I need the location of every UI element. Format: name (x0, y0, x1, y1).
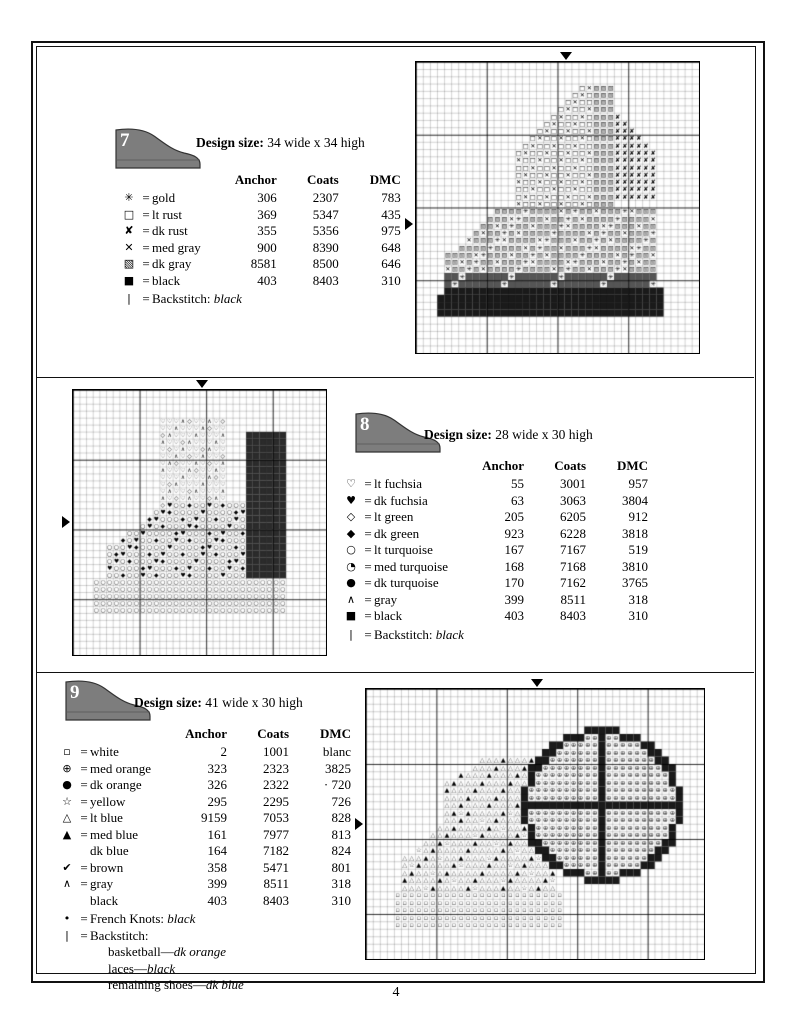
legend-anchor: 900 (257, 239, 277, 255)
note-text (152, 289, 401, 308)
legend-row: ♥ = dk fuchsia 63 3063 3804 (340, 493, 648, 510)
legend-symbol: ◆ (346, 526, 356, 540)
legend-color-name: med gray (152, 239, 201, 255)
legend-color-name: lt green (374, 509, 414, 524)
legend-row: ♡ = lt fuchsia 55 3001 957 (340, 476, 648, 493)
legend-color-name: med turquoise (374, 558, 449, 574)
legend-symbol: ✘ (124, 224, 134, 237)
legend-color-name: dk green (374, 525, 420, 541)
legend-coats: 2323 (263, 760, 290, 776)
legend-row: ∧ = gray 399 8511 318 (340, 592, 648, 609)
legend-row: □ = lt rust 369 5347 435 (118, 207, 401, 224)
header-dmc: DMC (369, 172, 401, 187)
legend-symbol: ▧ (123, 257, 135, 270)
legend-color-name: black (90, 892, 119, 908)
legend-coats: 6228 (560, 525, 587, 541)
legend-anchor: 168 (504, 558, 525, 574)
legend-row: ◆ = dk green 923 6228 3818 (340, 526, 648, 543)
legend-coats: 3063 (560, 492, 587, 508)
chart-9 (365, 688, 705, 960)
legend-anchor: 923 (504, 525, 525, 541)
legend-header-row (118, 172, 401, 190)
legend-anchor: 164 (207, 843, 228, 858)
legend-coats: 7182 (263, 843, 290, 858)
legend-coats: 7053 (263, 810, 290, 825)
legend-anchor: 403 (504, 608, 525, 623)
legend-symbol: ♥ (346, 493, 356, 507)
legend-row: ☆ = yellow 295 2295 726 (56, 794, 351, 811)
legend-color-name: dk turquoise (374, 575, 439, 590)
legend-dmc: 828 (331, 810, 352, 825)
note-text (90, 961, 351, 978)
legend-symbol: □ (123, 207, 135, 221)
legend-row: ▲ = med blue 161 7977 813 (56, 827, 351, 844)
legend-color-name: black (152, 272, 181, 288)
legend-anchor: 369 (257, 206, 277, 222)
legend-coats: 5471 (263, 859, 290, 875)
design-size-value: 34 wide x 34 high (267, 135, 365, 150)
legend-symbol: ● (62, 778, 72, 791)
legend-color-name: lt turquoise (374, 542, 433, 557)
badge-7 (110, 126, 206, 172)
legend-note-row: | = Backstitch: black (340, 625, 648, 644)
legend-coats: 2307 (312, 190, 339, 205)
legend-anchor: 326 (207, 777, 228, 792)
legend-symbol: ✔ (62, 860, 72, 874)
badge-number: 8 (360, 414, 370, 435)
legend-anchor: 306 (257, 190, 277, 205)
legend-anchor: 403 (207, 892, 228, 908)
note-symbol: | (65, 928, 69, 942)
legend-anchor: 55 (511, 476, 525, 491)
legend-dmc: 801 (331, 859, 352, 875)
note-text (90, 944, 351, 961)
legend-coats: 6205 (560, 509, 587, 524)
legend-color-name: gold (152, 190, 176, 205)
legend-dmc: 3810 (622, 558, 649, 574)
legend-coats: 1001 (263, 744, 290, 759)
note-text (374, 625, 648, 644)
legend-row: ■ = black 403 8403 310 (340, 608, 648, 625)
legend-row: ✕ = med gray 900 8390 648 (118, 240, 401, 257)
legend-dmc: 318 (331, 876, 352, 891)
note-text (90, 928, 351, 945)
legend-dmc: 648 (381, 239, 401, 255)
legend-color-name: black (374, 608, 403, 623)
legend-color-name: dk rust (152, 223, 188, 238)
header-coats: Coats (257, 726, 290, 741)
note-text (90, 909, 351, 928)
legend-coats: 8403 (263, 892, 290, 908)
legend-row: ✘ = dk rust 355 5356 975 (118, 223, 401, 240)
legend-coats: 7977 (263, 826, 290, 842)
note-label: remaining shoes— (108, 977, 206, 992)
legend-dmc: 957 (628, 476, 649, 491)
legend-symbol: ■ (123, 273, 135, 287)
legend-anchor: 2 (220, 744, 228, 759)
chart-8-left-arrow (62, 516, 70, 528)
note-value: black (213, 291, 242, 306)
legend-anchor: 399 (207, 876, 228, 891)
legend-row: ● = dk orange 326 2322 · 720 (56, 777, 351, 794)
legend-note-row (56, 944, 351, 961)
legend-coats: 8511 (560, 591, 587, 607)
legend-header-row (56, 726, 351, 744)
legend-color-name: white (90, 744, 119, 759)
legend-color-name: med orange (90, 760, 152, 776)
section-divider-2 (36, 672, 754, 673)
legend-color-name: gray (374, 591, 398, 607)
note-symbol: | (127, 292, 131, 305)
legend-symbol: ▲ (62, 827, 72, 841)
legend-note-row (56, 961, 351, 978)
legend-dmc: 3818 (622, 525, 649, 541)
legend-symbol: ● (346, 576, 356, 589)
page-number: 4 (392, 985, 400, 1000)
legend-color-name: dk gray (152, 256, 192, 271)
legend-coats: 8500 (312, 256, 339, 271)
legend-coats: 8511 (263, 876, 290, 891)
legend-header-row (340, 458, 648, 476)
legend-coats: 5347 (312, 206, 339, 222)
legend-color-name: med blue (90, 826, 139, 842)
legend-row: ◇ = lt green 205 6205 912 (340, 509, 648, 526)
legend-coats: 2322 (263, 777, 290, 792)
note-label: Backstitch: (152, 291, 211, 306)
legend-coats: 8403 (560, 608, 587, 623)
legend-symbol: ■ (345, 609, 357, 622)
legend-dmc: 310 (331, 892, 352, 908)
legend-symbol: ○ (346, 543, 356, 556)
design-size-label: Design size: (134, 695, 202, 710)
chart-7-top-arrow (560, 52, 572, 60)
legend-row: ✳ = gold 306 2307 783 (118, 190, 401, 207)
legend-symbol (56, 893, 78, 910)
design-size-9 (134, 695, 303, 711)
legend-dmc: 813 (331, 826, 352, 842)
legend-dmc: 646 (381, 256, 401, 271)
legend-row: ✔ = brown 358 5471 801 (56, 860, 351, 877)
chart-8-top-arrow (196, 380, 208, 388)
note-value: dk orange (173, 944, 227, 959)
header-dmc: DMC (616, 458, 649, 473)
legend-dmc: 975 (381, 223, 401, 238)
note-symbol: • (63, 912, 71, 925)
header-anchor: Anchor (482, 458, 525, 473)
header-dmc: DMC (319, 726, 352, 741)
header-coats: Coats (306, 172, 339, 187)
legend-dmc: 318 (628, 591, 649, 607)
design-size-label: Design size: (196, 135, 264, 150)
legend-coats: 3001 (560, 476, 587, 491)
legend-row: ⊕ = med orange 323 2323 3825 (56, 761, 351, 778)
legend-coats: 2295 (263, 793, 290, 809)
legend-note-row: | = Backstitch: (56, 928, 351, 945)
legend-anchor: 205 (504, 509, 525, 524)
legend-color-name: lt fuchsia (374, 476, 423, 491)
legend-row (56, 843, 351, 860)
legend-anchor: 295 (207, 793, 228, 809)
chart-8 (72, 389, 327, 656)
chart-7 (415, 61, 700, 354)
note-label: Backstitch: (90, 927, 149, 943)
legend-row: ▫ = white 2 1001 blanc (56, 744, 351, 761)
legend-coats: 8390 (312, 239, 339, 255)
legend-row: ∧ = gray 399 8511 318 (56, 876, 351, 893)
legend-dmc: 3804 (622, 492, 649, 508)
legend-anchor: 358 (207, 859, 228, 875)
note-label: Backstitch: (374, 626, 433, 642)
section-divider-1 (36, 377, 754, 378)
legend-row (56, 893, 351, 910)
legend-row: △ = lt blue 9159 7053 828 (56, 810, 351, 827)
legend-anchor: 323 (207, 760, 228, 776)
legend-anchor: 167 (504, 542, 525, 557)
legend-symbol: ✕ (124, 240, 134, 254)
legend-color-name: lt blue (90, 810, 123, 825)
legend-anchor: 9159 (201, 810, 228, 825)
legend-anchor: 355 (257, 223, 277, 238)
legend-9 (56, 726, 351, 994)
legend-symbol: △ (62, 811, 72, 824)
design-size-7 (196, 135, 365, 151)
legend-color-name: lt rust (152, 206, 182, 222)
note-label: French Knots: (90, 911, 165, 926)
legend-row: ○ = lt turquoise 167 7167 519 (340, 542, 648, 559)
legend-symbol: ✳ (124, 191, 134, 204)
chart-9-top-arrow (531, 679, 543, 687)
note-label: basketball— (108, 944, 174, 959)
legend-dmc: 912 (628, 509, 649, 524)
legend-8 (340, 458, 648, 643)
design-size-value: 28 wide x 30 high (495, 427, 593, 442)
legend-row: ● = dk turquoise 170 7162 3765 (340, 575, 648, 592)
design-size-8 (424, 427, 593, 443)
legend-dmc: · 720 (323, 777, 352, 792)
legend-dmc: blanc (322, 744, 352, 759)
header-anchor: Anchor (234, 172, 277, 187)
legend-symbol: ▫ (63, 745, 71, 758)
legend-color-name: dk orange (90, 777, 142, 792)
badge-number: 9 (70, 682, 80, 703)
legend-color-name: dk blue (90, 843, 129, 858)
legend-dmc: 824 (331, 843, 352, 858)
legend-symbol: ◔ (346, 559, 356, 573)
legend-row: ▧ = dk gray 8581 8500 646 (118, 256, 401, 273)
legend-anchor: 63 (511, 492, 525, 508)
header-coats: Coats (554, 458, 587, 473)
design-size-label: Design size: (424, 427, 492, 442)
legend-color-name: brown (90, 859, 124, 875)
legend-dmc: 310 (628, 608, 649, 623)
legend-note-row: | = Backstitch: black (118, 289, 401, 308)
legend-coats: 7168 (560, 558, 587, 574)
legend-symbol (56, 843, 78, 860)
legend-dmc: 3825 (325, 760, 352, 776)
legend-coats: 5356 (312, 223, 339, 238)
legend-note-row: • = French Knots: black (56, 909, 351, 928)
chart-7-left-arrow (405, 218, 413, 230)
legend-dmc: 3765 (622, 575, 649, 590)
legend-row: ■ = black 403 8403 310 (118, 273, 401, 290)
note-label: laces— (108, 960, 147, 976)
header-anchor: Anchor (185, 726, 228, 741)
legend-symbol: ◇ (346, 510, 356, 523)
note-value: black (167, 911, 196, 926)
legend-anchor: 403 (257, 272, 277, 288)
legend-dmc: 783 (381, 190, 401, 205)
legend-color-name: gray (90, 876, 114, 891)
legend-symbol: ♡ (346, 477, 356, 490)
legend-anchor: 399 (504, 591, 525, 607)
legend-coats: 7162 (560, 575, 587, 590)
legend-color-name: yellow (90, 793, 126, 809)
design-size-value: 41 wide x 30 high (205, 695, 303, 710)
legend-symbol: ∧ (346, 592, 356, 606)
legend-dmc: 435 (381, 206, 401, 222)
legend-dmc: 310 (381, 272, 401, 288)
legend-anchor: 161 (207, 826, 228, 842)
legend-anchor: 170 (504, 575, 525, 590)
legend-symbol: ∧ (62, 877, 72, 890)
legend-color-name: dk fuchsia (374, 492, 428, 508)
legend-symbol: ⊕ (62, 761, 72, 775)
badge-number: 7 (120, 130, 130, 151)
legend-dmc: 726 (331, 793, 352, 809)
legend-row: ◔ = med turquoise 168 7168 3810 (340, 559, 648, 576)
note-symbol: | (349, 627, 353, 641)
note-value: black (435, 626, 464, 642)
legend-7 (118, 172, 401, 308)
legend-anchor: 8581 (250, 256, 277, 271)
legend-coats: 7167 (560, 542, 587, 557)
note-value: black (146, 960, 176, 976)
legend-coats: 8403 (312, 272, 339, 288)
chart-9-left-arrow (355, 818, 363, 830)
legend-dmc: 519 (628, 542, 649, 557)
legend-symbol: ☆ (62, 794, 72, 808)
note-value: dk blue (205, 977, 244, 992)
